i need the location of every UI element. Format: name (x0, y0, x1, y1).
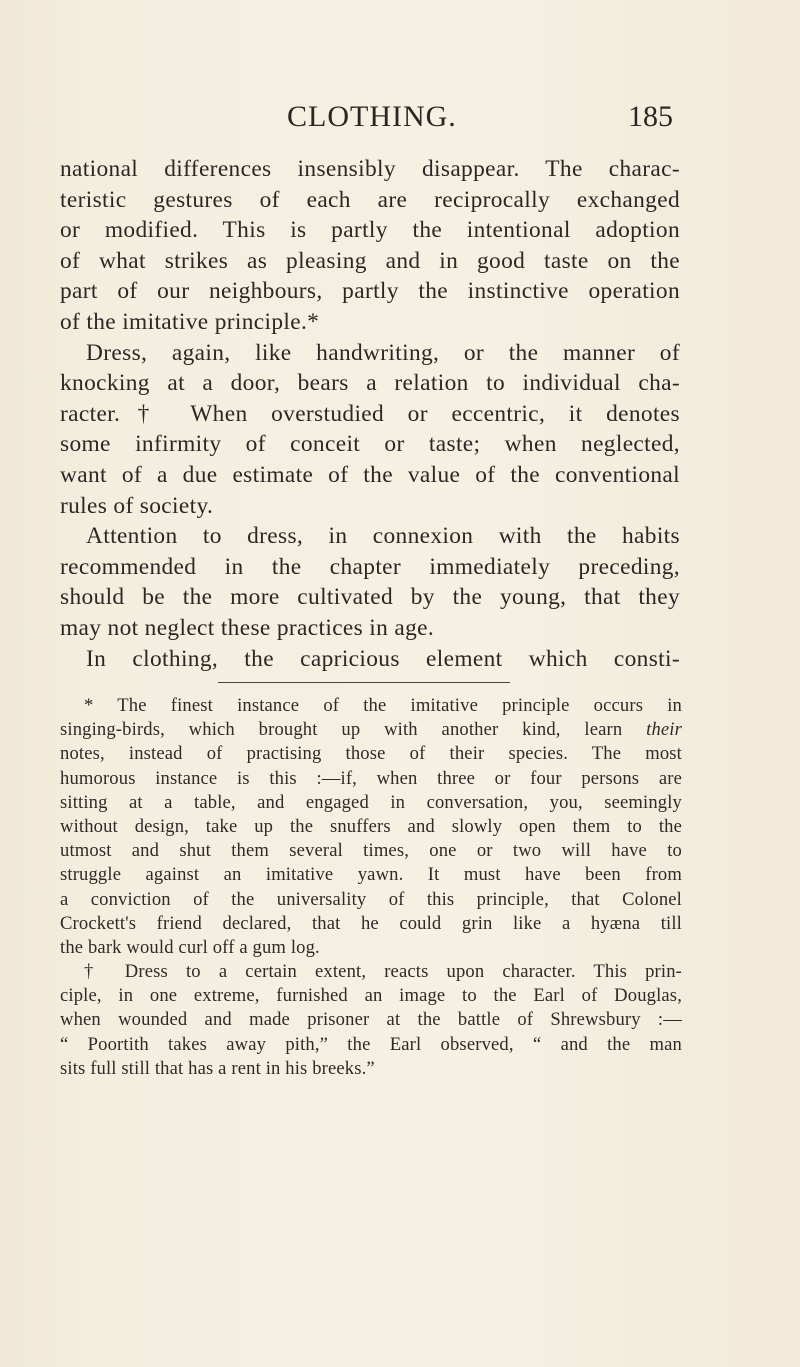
text-line: rules of society. (60, 492, 214, 519)
text-line: part of our neighbours, partly the instinctive operation (60, 278, 680, 305)
footnote-line: sits full still that has a rent in his breeks.” (60, 1057, 375, 1079)
footnote-line: “ Poortith takes away pith,” the Earl observed, “ and the man (60, 1033, 682, 1055)
footnote-line: † Dress to a certain extent, reacts upon character. This prin- (84, 961, 682, 983)
footnotes (60, 694, 682, 1081)
footnote-line: * The finest instance of the imitative principle occurs in (84, 695, 682, 716)
text-line: Attention to dress, in connexion with the habits (86, 523, 680, 550)
footnote-line: struggle against an imitative yawn. It must have been from (60, 864, 682, 886)
footnote-1 (60, 694, 682, 960)
footnote-line: a conviction of the universality of this principle, that Colonel (60, 888, 682, 910)
footnote-line (60, 718, 682, 742)
text-line: knocking at a door, bears a relation to individual cha- (60, 370, 680, 397)
footnote-line: utmost and shut them several times, one or two will have to (60, 840, 682, 862)
running-title: CLOTHING. (287, 100, 457, 133)
footnote-line: sitting at a table, and engaged in conversation, you, seemingly (60, 791, 682, 813)
footnote-line: Crockett's friend declared, that he could grin like a hyæna till (60, 912, 682, 934)
footnote-text: singing-birds, which brought up with another kind, learn (60, 719, 647, 741)
footnote-italic-word: their (646, 719, 682, 741)
footnote-line: without design, take up the snuffers and slowly open them to the (60, 815, 682, 837)
text-line: In clothing, the capricious element which consti- (86, 645, 680, 672)
page-header (0, 100, 800, 140)
text-line: some infirmity of conceit or taste; when neglected, (60, 431, 680, 458)
text-line: national differences insensibly disappear. The charac- (60, 156, 680, 182)
page-number: 185 (628, 100, 673, 133)
footnote-line: when wounded and made prisoner at the battle of Shrewsbury :— (60, 1009, 682, 1031)
text-line: may not neglect these practices in age. (60, 614, 435, 641)
text-line: recommended in the chapter immediately preceding, (60, 553, 680, 580)
footnote-divider (218, 682, 510, 683)
footnote-2 (60, 960, 682, 1081)
text-line: want of a due estimate of the value of the conventional (60, 461, 680, 488)
text-line: should be the more cultivated by the young, that they (60, 584, 680, 611)
footnote-line: humorous instance is this :—if, when three or four persons are (60, 767, 682, 789)
text-line: Dress, again, like handwriting, or the manner of (86, 339, 680, 366)
main-text (60, 154, 680, 674)
text-line: of the imitative principle.* (60, 308, 320, 335)
text-line: racter.† When overstudied or eccentric, it denotes (60, 400, 680, 427)
footnote-line: the bark would curl off a gum log. (60, 936, 320, 958)
footnote-line: ciple, in one extreme, furnished an image to the Earl of Douglas, (60, 985, 682, 1007)
text-line: of what strikes as pleasing and in good taste on the (60, 247, 680, 274)
text-line: teristic gestures of each are reciprocally exchanged (60, 186, 680, 213)
text-line: or modified. This is partly the intentional adoption (60, 217, 680, 244)
footnote-line: notes, instead of practising those of their species. The most (60, 743, 682, 765)
